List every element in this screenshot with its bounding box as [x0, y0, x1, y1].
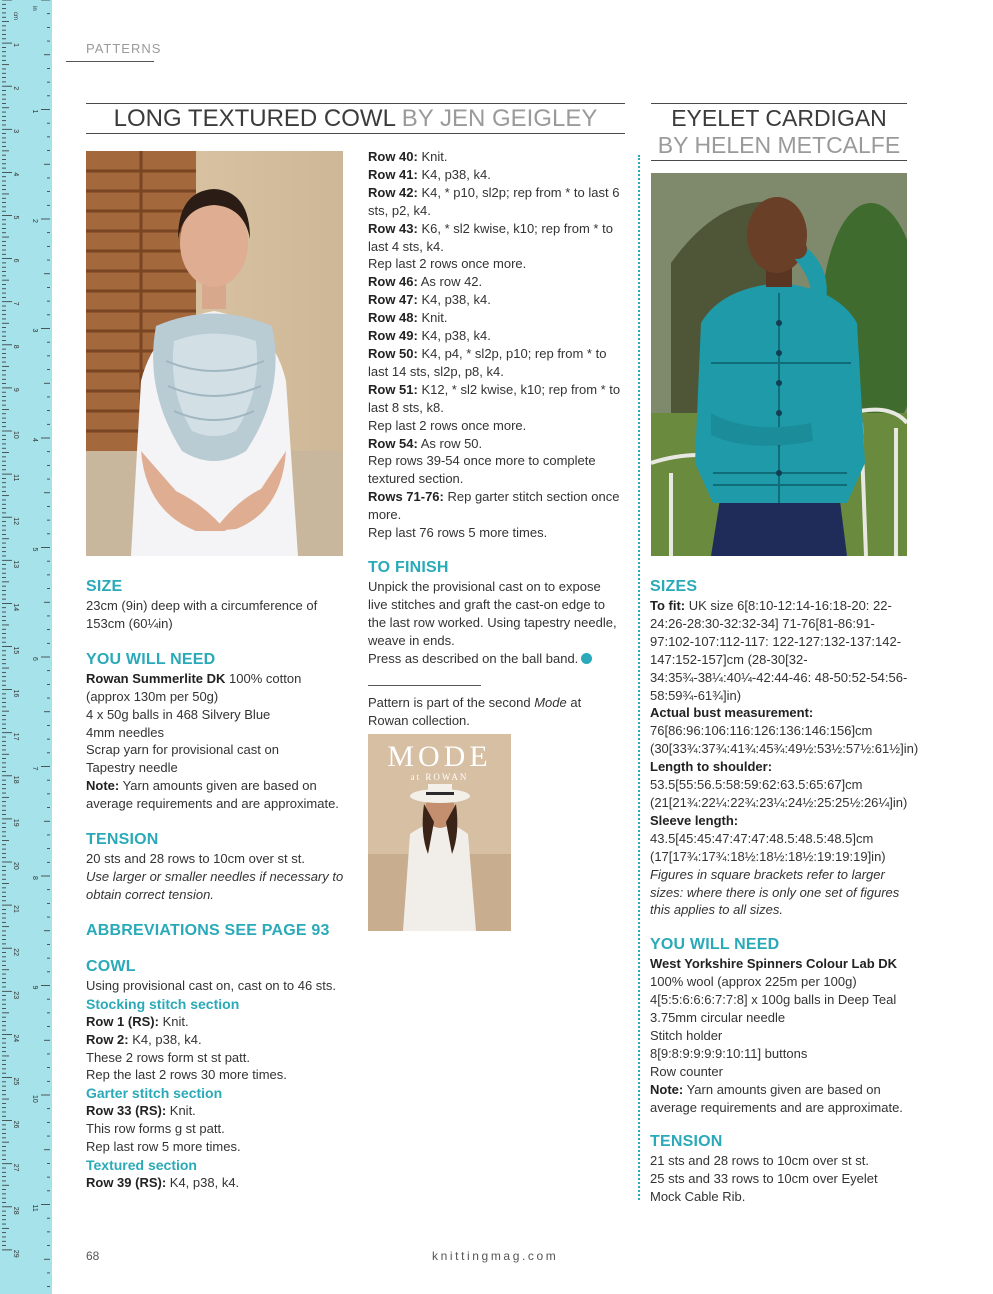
ruler-cm-number: 26 — [12, 1120, 19, 1129]
cowl-need-heading: YOU WILL NEED — [86, 650, 216, 668]
ruler-cm-number: 2 — [12, 86, 19, 91]
row-text: Rep the last 2 rows 30 more times. — [86, 1067, 287, 1083]
cowl-note-text: Yarn amounts given are based on average requirements and are approximate. — [86, 778, 339, 812]
row-label: Row 2: — [86, 1031, 129, 1047]
ruler-cm-number: 23 — [12, 991, 19, 1000]
pattern-row — [368, 327, 622, 345]
ruler-cm-number: 1 — [12, 43, 19, 48]
cowl-need-item: Scrap yarn for provisional cast on — [86, 742, 279, 758]
cardigan-need-item: 3.75mm circular needle — [650, 1010, 786, 1026]
ruler-cm-number: 6 — [12, 258, 19, 263]
cardigan-need-item: 100% wool (approx 225m per 100g) — [650, 974, 857, 990]
book-cover — [368, 734, 511, 931]
row-text: K12, * sl2 kwise, k10; rep from * to last 8 sts, k8. — [368, 381, 621, 415]
finish-heading: TO FINISH — [368, 558, 449, 576]
pattern-row — [86, 1049, 348, 1067]
row-text: K4, p38, k4. — [417, 292, 491, 308]
ruler-cm-number: 5 — [12, 215, 19, 220]
cowl-need-item: 4mm needles — [86, 724, 165, 740]
textured-heading: Textured section — [86, 1157, 197, 1174]
stocking-heading: Stocking stitch section — [86, 995, 240, 1012]
cowl-section-heading: COWL — [86, 957, 136, 975]
cardigan-sizes-heading: SIZES — [650, 578, 698, 595]
website-footer: knittingmag.com — [432, 1249, 559, 1263]
pattern-row — [368, 255, 622, 273]
ruler-cm-number: 12 — [12, 517, 19, 525]
ruler-in-label: in — [31, 6, 37, 11]
pattern-row — [368, 381, 622, 417]
ruler-cm-number: 16 — [12, 689, 19, 698]
cardigan-to-fit — [650, 597, 912, 704]
finish-last — [368, 650, 622, 668]
row-text: K4, p4, * sl2p, p10; rep from * to last 14 sts, sl2p, p8, k4. — [368, 345, 607, 379]
cardigan-note-label: Note: — [650, 1081, 684, 1097]
cardigan-tension-heading: TENSION — [650, 1133, 723, 1151]
row-label: Row 51: — [368, 381, 418, 397]
row-label: Row 33 (RS): — [86, 1103, 167, 1119]
row-label: Row 50: — [368, 345, 418, 361]
row-text: K6, * sl2 kwise, k10; rep from * to last 4 sts, k4. — [368, 220, 613, 254]
garter-heading: Garter stitch section — [86, 1085, 223, 1102]
ruler-in-number: 10 — [31, 1095, 38, 1103]
row-label: Row 54: — [368, 435, 418, 451]
pattern-note-text: at Rowan collection. — [368, 695, 582, 729]
pattern-row — [368, 488, 622, 524]
row-label: Row 41: — [368, 166, 418, 182]
ruler-cm-number: 15 — [12, 646, 19, 655]
ruler-cm-label: cm — [12, 12, 18, 20]
pattern-row — [86, 1120, 348, 1138]
pattern-note-italic: Mode — [534, 695, 567, 711]
row-text: Rep last 2 rows once more. — [368, 256, 527, 272]
pattern-row — [86, 1174, 348, 1192]
row-text: This row forms g st patt. — [86, 1121, 225, 1137]
pattern-row — [368, 452, 622, 488]
cardigan-byline: BY HELEN METCALFE — [657, 132, 901, 158]
pattern-row — [368, 291, 622, 309]
ruler-cm-number: 3 — [12, 129, 19, 134]
book-title: MODE — [387, 740, 492, 773]
cowl-yarn — [86, 670, 348, 706]
ruler-cm-number: 28 — [12, 1206, 19, 1215]
ruler-cm-number: 18 — [12, 775, 19, 784]
row-text: K4, * p10, sl2p; rep from * to last 6 sts, p2, k4. — [368, 184, 620, 218]
cowl-tension-italic-text: Use larger or smaller needles if necessary to obtain correct tension. — [86, 868, 344, 902]
row-text: As row 42. — [417, 274, 483, 290]
cardigan-yarn — [650, 955, 912, 973]
ruler-in-number: 8 — [31, 876, 38, 880]
pattern-row — [368, 345, 622, 381]
to-fit-label: To fit: — [650, 598, 686, 613]
length-label: Length to shoulder: — [650, 759, 773, 775]
cardigan-sleeve-text: 43.5[45:45:47:47:47:48.5:48.5:48.5]cm (17[17¾:17¾:18½:18½:18½:19:19:19]in) — [650, 830, 886, 864]
ruler-cm-number: 11 — [12, 474, 19, 482]
ruler-cm-number: 21 — [12, 905, 19, 913]
row-label: Row 47: — [368, 292, 418, 308]
cowl-tension-text: 20 sts and 28 rows to 10cm over st st. — [86, 851, 305, 867]
pattern-row — [368, 220, 622, 256]
side-ruler — [0, 0, 52, 1294]
pattern-row — [86, 1013, 348, 1031]
cardigan-note — [650, 1081, 912, 1117]
cardigan-tension-line: 25 sts and 33 rows to 10cm over Eyelet Mock Cable Rib. — [650, 1171, 878, 1205]
cardigan-title-top-rule — [651, 103, 907, 104]
row-text: Rep garter stitch section once more. — [368, 489, 620, 523]
note-divider — [368, 685, 481, 686]
cowl-yarn-name: Rowan Summerlite DK — [86, 670, 226, 686]
row-label: Row 49: — [368, 328, 418, 344]
cowl-size-text: 23cm (9in) deep with a circumference of 153cm (60¼in) — [86, 598, 318, 631]
ruler-cm-number: 19 — [12, 818, 19, 827]
pattern-row — [86, 1138, 348, 1156]
row-label: Rows 71-76: — [368, 489, 444, 505]
pattern-row — [368, 148, 622, 166]
row-label: Row 1 (RS): — [86, 1013, 159, 1029]
page-number: 68 — [86, 1249, 100, 1263]
row-label: Row 39 (RS): — [86, 1175, 167, 1191]
pattern-row — [86, 1031, 348, 1049]
cardigan-photo — [651, 173, 907, 556]
pattern-note-text: Pattern is part of the second — [368, 695, 535, 711]
to-fit-text: UK size 6[8:10-12:14-16:18-20: 22-24:26-28:30-32:32-34] 71-76[81-86:91-97:102-107:112-117: 122-127:132-137:142-147:152-157]cm (28-30[32-34:35¾-38¼:40¼-42:44-46: 48-50:52-54:56-58:59¾-61¾]in) — [650, 598, 908, 703]
cowl-title — [86, 105, 625, 132]
section-tag: PATTERNS — [86, 41, 162, 56]
ruler-in-number: 11 — [31, 1204, 38, 1212]
book-subtitle: at ROWAN — [410, 772, 469, 782]
ruler-in-number: 2 — [31, 219, 38, 223]
pattern-row — [368, 524, 622, 542]
cardigan-need-item: Stitch holder — [650, 1027, 723, 1043]
row-text: Knit. — [417, 149, 448, 164]
row-text: K4, p38, k4. — [166, 1175, 240, 1191]
cowl-title-main: LONG TEXTURED COWL — [113, 105, 396, 132]
cowl-intro: Using provisional cast on, cast on to 46 sts. — [86, 977, 337, 993]
ruler-cm-number: 10 — [12, 431, 19, 439]
ruler-cm-number: 24 — [12, 1034, 19, 1043]
pattern-row — [86, 1102, 348, 1120]
ruler-in-number: 9 — [31, 985, 38, 990]
ruler-scale — [0, 0, 52, 1294]
row-text: Rep last 76 rows 5 more times. — [368, 525, 548, 541]
pattern-row — [368, 309, 622, 327]
cardigan-column — [650, 577, 919, 1206]
bust-label: Actual bust measurement: — [650, 705, 814, 721]
pattern-row — [86, 1066, 348, 1084]
ruler-cm-number: 13 — [12, 560, 19, 569]
pattern-rows-continued — [368, 148, 622, 542]
row-label: Row 43: — [368, 220, 418, 236]
cardigan-need-item: 8[9:8:9:9:9:9:10:11] buttons — [650, 1045, 808, 1061]
cardigan-sizes-note — [650, 866, 912, 920]
cardigan-need-heading: YOU WILL NEED — [650, 936, 780, 954]
ruler-in-number: 6 — [31, 657, 38, 661]
row-text: K4, p38, k4. — [417, 328, 491, 344]
cardigan-title-main: EYELET CARDIGAN — [671, 105, 887, 131]
ruler-cm-number: 7 — [12, 301, 19, 306]
ruler-cm-number: 4 — [12, 172, 19, 177]
row-text: K4, p38, k4. — [417, 166, 491, 182]
ruler-in-number: 3 — [31, 328, 38, 333]
cardigan-length-label — [650, 758, 912, 776]
ruler-cm-number: 22 — [12, 948, 19, 956]
ruler-cm-number: 29 — [12, 1249, 19, 1258]
row-label: Row 42: — [368, 184, 418, 200]
ruler-cm-number: 8 — [12, 344, 19, 349]
cowl-tension-italic — [86, 868, 348, 904]
cardigan-title — [651, 105, 907, 159]
pattern-row — [368, 273, 622, 291]
cowl-note — [86, 777, 348, 813]
cowl-note-label: Note: — [86, 778, 120, 794]
cardigan-tension-line: 21 sts and 28 rows to 10cm over st st. — [650, 1153, 869, 1169]
cardigan-note-text: Yarn amounts given are based on average requirements and are approximate. — [650, 1081, 903, 1115]
cowl-byline: BY JEN GEIGLEY — [395, 105, 598, 132]
row-text: Rep last 2 rows once more. — [368, 417, 527, 433]
ruler-cm-number: 17 — [12, 732, 19, 741]
yarn-ball-icon — [581, 653, 592, 664]
finish-last-text: Press as described on the ball band. — [368, 650, 579, 666]
cowl-title-bottom-rule — [86, 133, 625, 134]
cowl-abbrev-heading: ABBREVIATIONS SEE PAGE 93 — [86, 921, 330, 939]
cardigan-bust-text: 76[86:96:106:116:126:136:146:156]cm (30[33¾:37¾:41¾:45¾:49½:53½:57½:61½]in) — [650, 723, 919, 757]
sleeve-label: Sleeve length: — [650, 812, 739, 828]
ruler-cm-number: 9 — [12, 387, 19, 392]
row-text: Knit. — [417, 310, 448, 326]
cowl-middle-column — [368, 148, 622, 730]
cardigan-yarn-name: West Yorkshire Spinners Colour Lab DK — [650, 956, 898, 972]
cowl-title-top-rule — [86, 103, 625, 104]
ruler-in-number: 7 — [31, 766, 38, 771]
pattern-note — [368, 694, 622, 730]
finish-text: Unpick the provisional cast on to expose live stitches and graft the cast-on edge to the last row worked. Using tapestry needle, weave in ends. — [368, 578, 617, 648]
pattern-row — [368, 417, 622, 435]
sizes-italic-text: Figures in square brackets refer to larger sizes: where there is only one set of figures this applies to all sizes. — [650, 866, 900, 918]
row-text: As row 50. — [417, 435, 483, 451]
ruler-in-number: 5 — [31, 547, 38, 552]
row-label: Row 46: — [368, 274, 418, 290]
cowl-size-heading: SIZE — [86, 578, 123, 595]
cardigan-sleeve-label — [650, 812, 912, 830]
cardigan-title-bottom-rule — [651, 160, 907, 161]
pattern-row — [368, 166, 622, 184]
cardigan-length-text: 53.5[55:56.5:58:59:62:63.5:65:67]cm (21[21¾:22¼:22¾:23¼:24½:25:25½:26¼]in) — [650, 777, 908, 810]
column-divider — [638, 155, 640, 1200]
cardigan-need-item: Row counter — [650, 1063, 723, 1079]
cardigan-bust-label — [650, 704, 912, 722]
cardigan-need-item: 4[5:5:6:6:6:7:7:8] x 100g balls in Deep Teal — [650, 992, 897, 1008]
row-text: K4, p38, k4. — [128, 1031, 202, 1047]
ruler-cm-number: 27 — [12, 1163, 19, 1172]
cowl-yarn-detail: 100% cotton (approx 130m per 50g) — [86, 670, 302, 704]
ruler-in-number: 4 — [31, 438, 38, 442]
ruler-cm-number: 25 — [12, 1077, 19, 1086]
row-text: Rep last row 5 more times. — [86, 1139, 241, 1155]
row-text: Knit. — [166, 1103, 196, 1119]
cowl-left-column — [86, 577, 348, 1192]
section-tag-underline — [66, 61, 154, 62]
ruler-in-number: 1 — [31, 109, 38, 114]
row-label: Row 48: — [368, 310, 418, 326]
cowl-need-item: Tapestry needle — [86, 760, 178, 776]
row-text: These 2 rows form st st patt. — [86, 1049, 250, 1065]
row-text: Knit. — [158, 1013, 189, 1029]
ruler-cm-number: 20 — [12, 862, 19, 870]
cowl-photo — [86, 151, 343, 556]
cowl-need-item: 4 x 50g balls in 468 Silvery Blue — [86, 706, 271, 722]
pattern-row — [368, 184, 622, 220]
row-text: Rep rows 39-54 once more to complete textured section. — [368, 453, 596, 487]
pattern-row — [368, 435, 622, 453]
cowl-tension-heading: TENSION — [86, 831, 159, 849]
ruler-cm-number: 14 — [12, 603, 19, 612]
row-label: Row 40: — [368, 149, 418, 164]
